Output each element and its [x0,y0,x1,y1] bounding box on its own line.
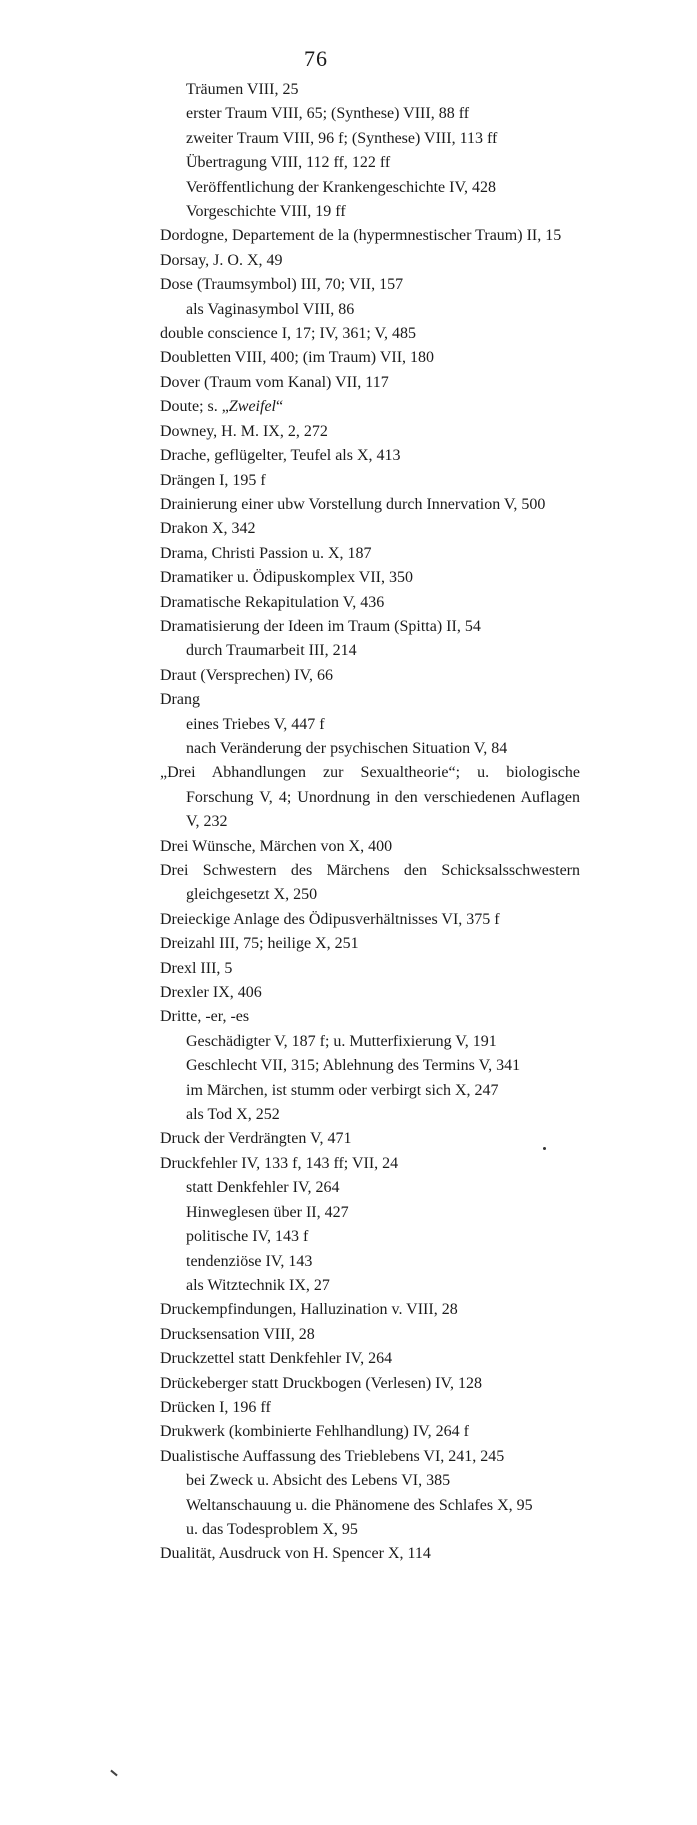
index-entry-text: Doute; s. „Zweifel“ [160,398,284,416]
index-entry-text: Drexler IX, 406 [160,984,262,1002]
page-number: 76 [304,46,328,71]
index-entry [160,1542,580,1566]
index-entry [160,1176,580,1200]
index-entry-text: „Drei Abhandlungen zur Sexualtheorie“; u. biologische Forschung V, 4; Unordnung in den verschiedenen Auflagen V, 232 [160,764,580,831]
index-entry-text: durch Traumarbeit III, 214 [186,642,357,660]
index-entry-text: Veröffentlichung der Krankengeschichte IV, 428 [186,178,496,196]
index-entry [160,1005,580,1029]
index-entry [160,1250,580,1274]
index-entry [160,1054,580,1078]
index-entry [160,1420,580,1444]
index-entry [160,908,580,932]
index-entry-text: Dualistische Auffassung des Trieblebens VI, 241, 245 [160,1447,505,1465]
index-entry [160,1030,580,1054]
index-entry [160,542,580,566]
index-entry [160,688,580,712]
index-entry [160,932,580,956]
index-entry-text: Drückeberger statt Druckbogen (Verlesen) IV, 128 [160,1374,482,1392]
index-entry [160,1103,580,1127]
index-entry-text: Drei Schwestern des Märchens den Schicksalsschwestern gleichgesetzt X, 250 [160,862,580,904]
index-entry-text: Vorgeschichte VIII, 19 ff [186,203,346,221]
index-entry-text: Weltanschauung u. die Phänomene des Schlafes X, 95 [186,1496,533,1514]
index-entry-text: nach Veränderung der psychischen Situation V, 84 [186,739,508,757]
index-entry-text: als Tod X, 252 [186,1106,280,1124]
index-entry-text: Träumen VIII, 25 [186,81,299,98]
index-entry-text: Hinweglesen über II, 427 [186,1203,349,1221]
index-entry-text: Drakon X, 342 [160,520,256,538]
index-entry-text: als Witztechnik IX, 27 [186,1276,330,1294]
index-entry [160,517,580,541]
italic-term: Zweifel [228,398,276,416]
index-entry-text: Drainierung einer ubw Vorstellung durch Innervation V, 500 [160,495,546,513]
index-entry-text: Druck der Verdrängten V, 471 [160,1130,352,1148]
index-entry [160,298,580,322]
index-entry-text: statt Denkfehler IV, 264 [186,1179,340,1197]
index-entry-text: im Märchen, ist stumm oder verbirgt sich X, 247 [186,1081,499,1099]
index-entry [160,1152,580,1176]
index-entry [160,1445,580,1469]
index-entry [160,273,580,297]
index-entry [160,224,580,248]
index-entry-text: Dramatisierung der Ideen im Traum (Spitta) II, 54 [160,617,481,635]
index-entry [160,395,580,419]
index-entry-text: Drukwerk (kombinierte Fehlhandlung) IV, 264 f [160,1423,469,1441]
index-entry-text: Geschlecht VII, 315; Ablehnung des Termins V, 341 [186,1057,521,1075]
index-entry [160,1469,580,1493]
index-entry-text: als Vaginasymbol VIII, 86 [186,300,355,318]
index-entry-text: Druckfehler IV, 133 f, 143 ff; VII, 24 [160,1154,399,1172]
index-entry [160,981,580,1005]
index-entry [160,957,580,981]
index-entry [160,249,580,273]
index-entry-text: Drache, geflügelter, Teufel als X, 413 [160,447,401,465]
index-entry-text: Dualität, Ausdruck von H. Spencer X, 114 [160,1545,431,1563]
index-entry [160,591,580,615]
index-entry [160,1298,580,1322]
index-entry [160,469,580,493]
index-entry [160,1225,580,1249]
index-entry [160,1079,580,1103]
index-entry-text: bei Zweck u. Absicht des Lebens VI, 385 [186,1472,451,1490]
index-entry [160,151,580,175]
index-entry-text: Dreizahl III, 75; heilige X, 251 [160,935,359,953]
index-entry-text: Übertragung VIII, 112 ff, 122 ff [186,154,391,172]
index-entry-text: tendenziöse IV, 143 [186,1252,313,1270]
index-entry-text: Drei Wünsche, Märchen von X, 400 [160,837,393,855]
index-entry [160,200,580,224]
index-entry-text: Dramatiker u. Ödipuskomplex VII, 350 [160,569,413,587]
index-entry [160,176,580,200]
index-entry-text: Dover (Traum vom Kanal) VII, 117 [160,373,389,391]
index-entry [160,493,580,517]
index-entry [160,1127,580,1151]
index-entry-text: Drücken I, 196 ff [160,1398,271,1416]
index-entry [160,1274,580,1298]
index-entry-text: Dritte, -er, -es [160,1008,250,1026]
stray-dot [543,1147,546,1150]
index-entry-text: Drucksensation VIII, 28 [160,1325,315,1343]
index-entry-text: Druckempfindungen, Halluzination v. VIII, 28 [160,1301,458,1319]
index-entry-text: u. das Todesproblem X, 95 [186,1520,358,1538]
index-entry-text: erster Traum VIII, 65; (Synthese) VIII, 88 ff [186,105,470,123]
index-entry-text: Drang [160,691,200,709]
index-entry [160,1518,580,1542]
index-entry [160,371,580,395]
index-entry [160,346,580,370]
index-entry-text: Dose (Traumsymbol) III, 70; VII, 157 [160,276,404,294]
index-entry [160,664,580,688]
index-entry-text: Drexl III, 5 [160,959,233,977]
index-entry-text: Doubletten VIII, 400; (im Traum) VII, 180 [160,349,435,367]
index-entry-text: zweiter Traum VIII, 96 f; (Synthese) VIII, 113 ff [186,129,498,147]
index-entry [160,420,580,444]
index-entry [160,737,580,761]
index-entry [160,1372,580,1396]
index-entry [160,835,580,859]
index-entry-text: eines Triebes V, 447 f [186,715,325,733]
index-entry [160,78,580,102]
index-entry [160,761,580,834]
stray-mark [110,1770,117,1777]
index-entry [160,322,580,346]
index-entry-text: Dramatische Rekapitulation V, 436 [160,593,385,611]
index-entry-text: Drängen I, 195 f [160,471,266,489]
index-entry [160,1494,580,1518]
index-entry-text: Downey, H. M. IX, 2, 272 [160,422,328,440]
index-entry-text: Dordogne, Departement de la (hypermnestischer Traum) II, 15 [160,227,562,245]
index-entry [160,1396,580,1420]
index-entry-text: Dreieckige Anlage des Ödipusverhältnisses VI, 375 f [160,910,500,928]
index-entry-text: politische IV, 143 f [186,1228,309,1246]
index-column [160,78,580,1567]
index-entry [160,615,580,639]
index-entry [160,639,580,663]
index-entry-text: double conscience I, 17; IV, 361; V, 485 [160,325,416,343]
index-entry [160,127,580,151]
index-entry [160,566,580,590]
index-entry-text: Dorsay, J. O. X, 49 [160,251,283,269]
index-entry [160,1201,580,1225]
index-entry-text: Geschädigter V, 187 f; u. Mutterfixierung V, 191 [186,1032,497,1050]
index-entry [160,1323,580,1347]
index-entry [160,1347,580,1371]
index-entry [160,444,580,468]
index-entry-text: Drama, Christi Passion u. X, 187 [160,544,372,562]
index-entry [160,859,580,908]
index-entry-text: Druckzettel statt Denkfehler IV, 264 [160,1350,393,1368]
index-entry [160,102,580,126]
index-entry [160,713,580,737]
index-entry-text: Draut (Versprechen) IV, 66 [160,666,333,684]
